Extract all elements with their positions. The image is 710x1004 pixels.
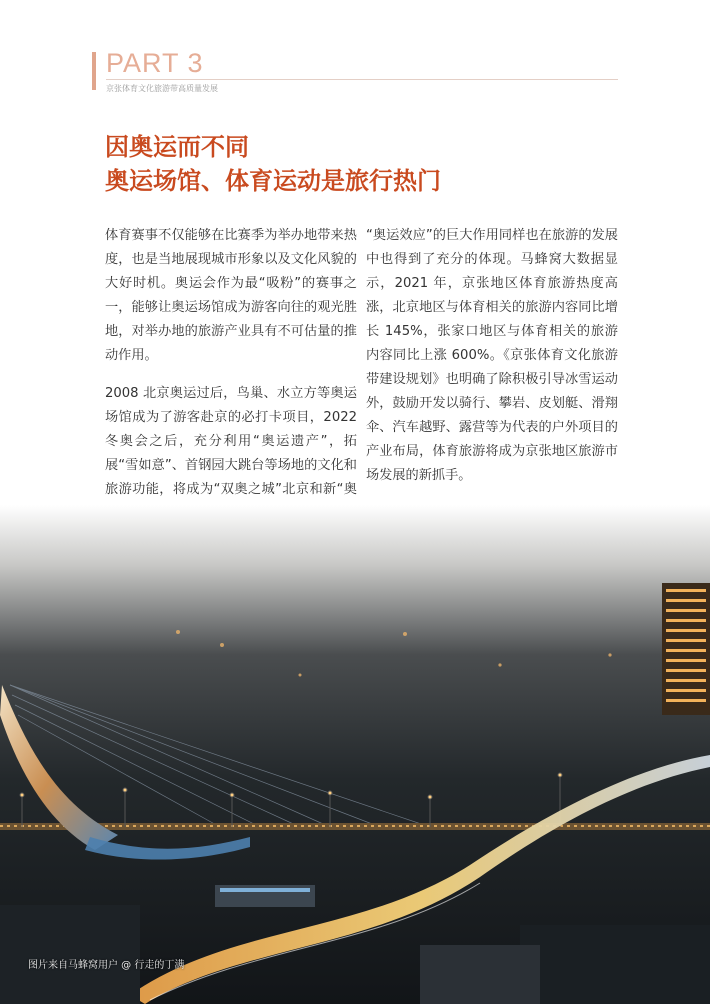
headline-line-1: 因奥运而不同 xyxy=(105,133,249,161)
header-divider xyxy=(106,79,618,80)
headline-line-2: 奥运场馆、体育运动是旅行热门 xyxy=(105,167,441,195)
right-column xyxy=(366,224,618,488)
body-paragraph: “奥运效应”的巨大作用同样也在旅游的发展中也得到了充分的体现。马蜂窝大数据显示，2021 年，京张地区体育旅游热度高涨，北京地区与体育相关的旅游内容同比增长 145%，张家口地区与体育相关的旅游内容同比上涨 600%。《京张体育文化旅游带建设规划》也明确了除积极引导冰雪运动外，鼓励开发以骑行、攀岩、皮划艇、滑翔伞、汽车越野、露营等为代表的户外项目的产业布局，体育旅游将成为京张地区旅游市场发展的新抓手。 xyxy=(366,228,618,483)
headline xyxy=(105,130,441,198)
body-paragraph: 体育赛事不仅能够在比赛季为举办地带来热度，也是当地展现城市形象以及文化风貌的大好时机。奥运会作为最“吸粉”的赛事之一，能够让奥运场馆成为游客向往的观光胜地，对举办地的旅游产业具有不可估量的推动作用。 xyxy=(105,228,357,363)
left-column xyxy=(105,224,357,526)
section-subtitle: 京张体育文化旅游带高质量发展 xyxy=(106,84,218,93)
photo-credit: 图片来自马蜂窝用户 @ 行走的丁满 xyxy=(28,960,185,971)
header-accent-bar xyxy=(92,52,96,90)
part-title: PART 3 xyxy=(106,48,204,78)
night-city-bridge-photo xyxy=(0,505,710,1004)
body-paragraph: 2008 北京奥运过后，鸟巢、水立方等奥运场馆成为了游客赴京的必打卡项目，2022 冬奥会之后，充分利用“奥运遗产”，拓展“雪如意”、首钢园大跳台等场地的文化和旅游功能，将成为“双奥之城”北京和新“奥 xyxy=(105,386,357,497)
